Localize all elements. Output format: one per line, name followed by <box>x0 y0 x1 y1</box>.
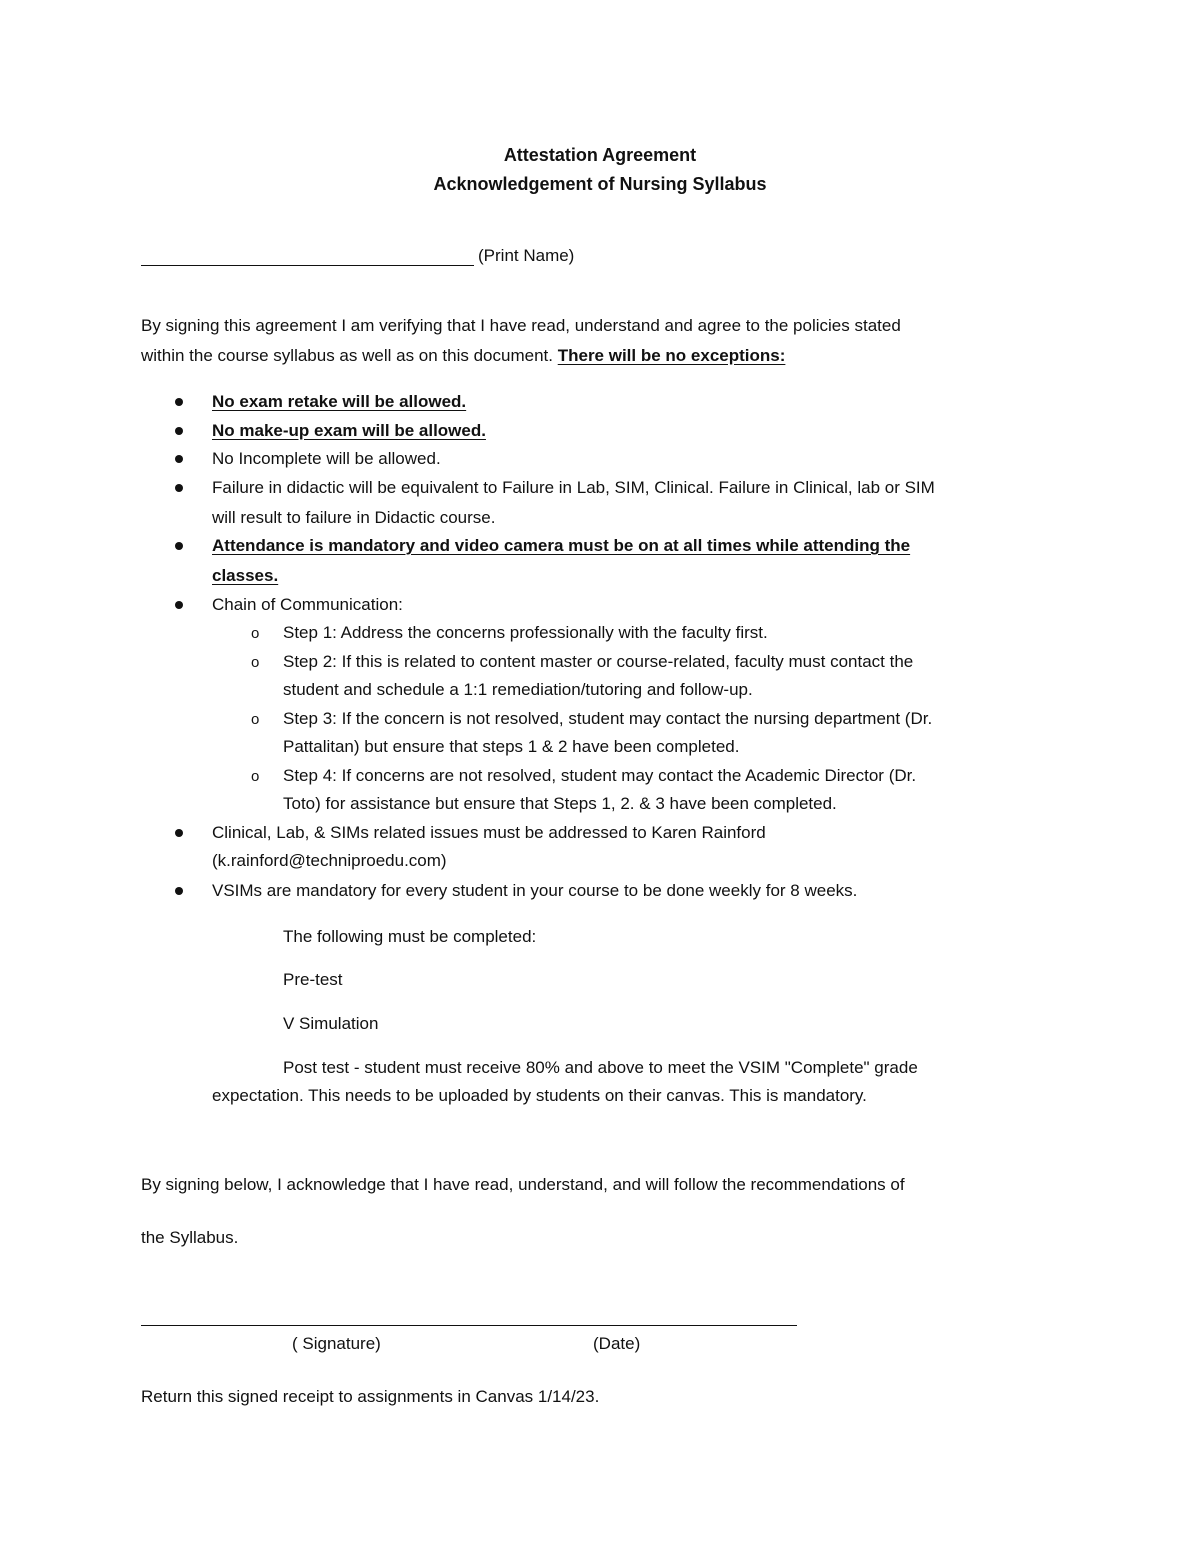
vsim-posttest-line-1: Post test - student must receive 80% and above to meet the VSIM "Complete" grade <box>283 1058 918 1077</box>
bullet-vsims-mandatory: VSIMs are mandatory for every student in your course to be done weekly for 8 weeks. <box>212 881 858 900</box>
title-line-2: Acknowledgement of Nursing Syllabus <box>433 174 767 194</box>
bullet-attendance-line-2: classes. <box>212 566 279 585</box>
bullet-clinical-issues-email: (k.rainford@techniproedu.com) <box>212 851 447 870</box>
bullet-marker <box>175 829 183 837</box>
signature-label: ( Signature) <box>292 1334 381 1353</box>
sub-bullet-marker: o <box>251 625 260 642</box>
return-note: Return this signed receipt to assignments in Canvas 1/14/23. <box>141 1387 600 1406</box>
acknowledge-line-2: the Syllabus. <box>141 1228 239 1247</box>
bullet-no-incomplete: No Incomplete will be allowed. <box>212 449 441 468</box>
bullet-marker <box>175 887 183 895</box>
intro-line-2 <box>141 345 785 367</box>
bullet-marker <box>175 427 183 435</box>
bullet-no-exam-retake: No exam retake will be allowed. <box>212 392 467 411</box>
bullet-marker <box>175 542 183 550</box>
signature-line[interactable] <box>141 1325 797 1326</box>
title-line-1: Attestation Agreement <box>503 145 697 165</box>
step-1: Step 1: Address the concerns professionally with the faculty first. <box>283 623 768 642</box>
date-label: (Date) <box>593 1334 641 1353</box>
bullet-no-makeup-exam: No make-up exam will be allowed. <box>212 421 486 440</box>
vsim-simulation: V Simulation <box>283 1014 379 1033</box>
print-name-line[interactable] <box>141 265 474 266</box>
acknowledge-line-1: By signing below, I acknowledge that I have read, understand, and will follow the recommendations of <box>141 1175 905 1194</box>
step-4-line-1: Step 4: If concerns are not resolved, student may contact the Academic Director (Dr. <box>283 766 917 785</box>
sub-bullet-marker: o <box>251 768 260 785</box>
step-3-line-1: Step 3: If the concern is not resolved, student may contact the nursing department (Dr. <box>283 709 933 728</box>
vsim-posttest-line-2: expectation. This needs to be uploaded by students on their canvas. This is mandatory. <box>212 1086 867 1105</box>
intro-line-2-text: within the course syllabus as well as on this document. <box>141 346 558 365</box>
bullet-failure-line-1: Failure in didactic will be equivalent to Failure in Lab, SIM, Clinical. Failure in Clinical, lab or SIM <box>212 478 935 497</box>
sub-bullet-marker: o <box>251 711 260 728</box>
no-exceptions-text: There will be no exceptions: <box>557 346 786 365</box>
bullet-failure-line-2: will result to failure in Didactic course. <box>212 508 496 527</box>
bullet-marker <box>175 484 183 492</box>
bullet-marker <box>175 601 183 609</box>
print-name-label: (Print Name) <box>478 246 575 265</box>
bullet-chain-of-communication: Chain of Communication: <box>212 595 403 614</box>
step-2-line-2: student and schedule a 1:1 remediation/tutoring and follow-up. <box>283 680 753 699</box>
bullet-marker <box>175 455 183 463</box>
bullet-marker <box>175 398 183 406</box>
bullet-attendance-line-1: Attendance is mandatory and video camera must be on at all times while attending the <box>212 536 911 555</box>
vsim-following: The following must be completed: <box>283 927 537 946</box>
sub-bullet-marker: o <box>251 654 260 671</box>
vsim-pretest: Pre-test <box>283 970 343 989</box>
step-3-line-2: Pattalitan) but ensure that steps 1 & 2 have been completed. <box>283 737 740 756</box>
bullet-clinical-issues-line-1: Clinical, Lab, & SIMs related issues must be addressed to Karen Rainford <box>212 823 766 842</box>
step-4-line-2: Toto) for assistance but ensure that Steps 1, 2. & 3 have been completed. <box>283 794 837 813</box>
intro-line-1: By signing this agreement I am verifying that I have read, understand and agree to the policies stated <box>141 316 901 335</box>
step-2-line-1: Step 2: If this is related to content master or course-related, faculty must contact the <box>283 652 914 671</box>
